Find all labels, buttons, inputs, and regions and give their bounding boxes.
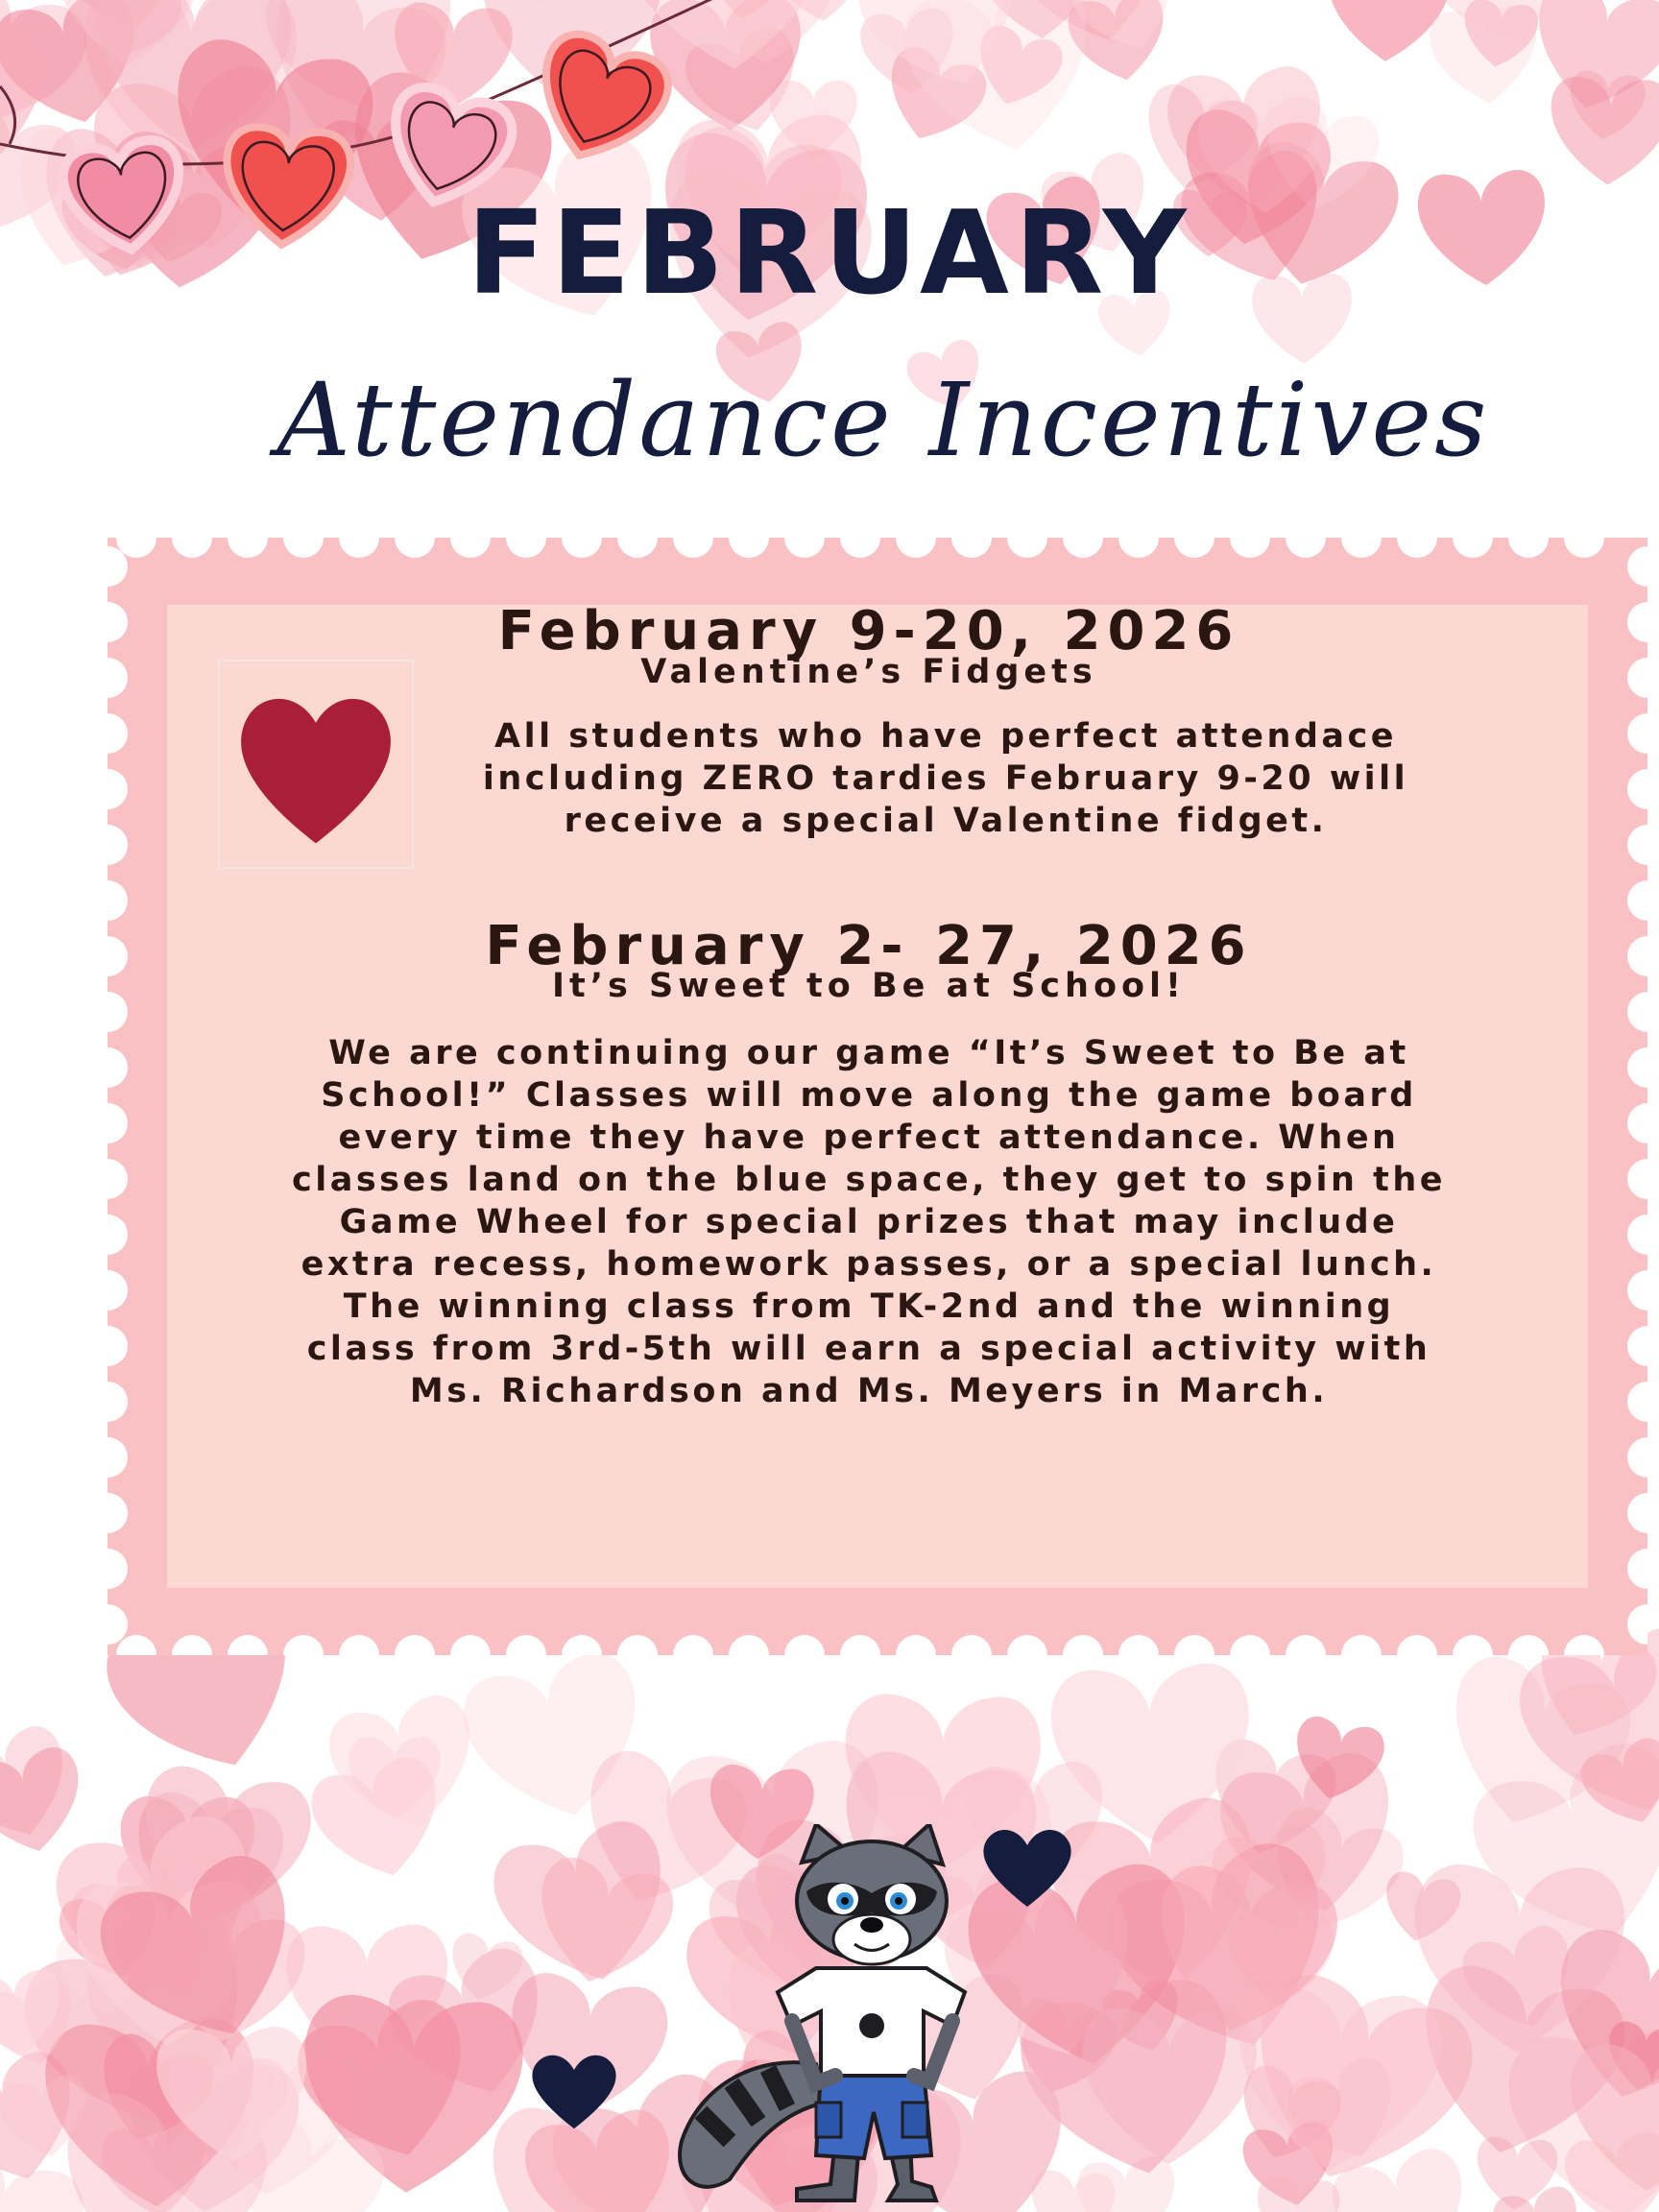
section2-body <box>182 1032 1555 1412</box>
section1-line-1: All students who have perfect attendace <box>493 717 1398 756</box>
section2-subtitle: It’s Sweet to Be at School! <box>551 967 1187 1005</box>
navy-heart-icon <box>528 2050 620 2132</box>
section2-line-4: classes land on the blue space, they get to spin the <box>291 1161 1447 1199</box>
raccoon-head <box>797 1824 947 1964</box>
section2-line-5: Game Wheel for special prizes that may include <box>339 1203 1399 1241</box>
page-subtitle: Attendance Incentives <box>276 361 1490 479</box>
section2-line-1: We are continuing our game “It’s Sweet to Be at <box>328 1034 1409 1072</box>
section2-date: February 2- 27, 2026 <box>485 915 1253 977</box>
section2-line-7: The winning class from TK-2nd and the winning <box>343 1287 1395 1326</box>
garland-heart-4 <box>521 26 677 177</box>
raccoon-mascot <box>672 1824 998 2208</box>
background-heart <box>1548 76 1659 188</box>
heart-icon-frame <box>218 660 414 869</box>
section2-line-8: class from 3rd-5th will earn a special activity with <box>306 1330 1431 1368</box>
section1-line-2: including ZERO tardies February 9-20 will <box>482 759 1409 798</box>
page-title: FEBRUARY <box>467 187 1192 321</box>
raccoon-tail <box>680 2062 826 2187</box>
section1-date: February 9-20, 2026 <box>497 600 1240 662</box>
heart-icon <box>220 661 412 867</box>
section2-line-9: Ms. Richardson and Ms. Meyers in March. <box>409 1372 1329 1410</box>
section2-line-6: extra recess, homework passes, or a special lunch. <box>301 1245 1437 1284</box>
section2-line-3: every time they have perfect attendance. When <box>338 1118 1400 1157</box>
section1-body <box>394 715 1498 842</box>
section1-line-3: receive a special Valentine fidget. <box>564 802 1328 840</box>
section2-line-2: School!” Classes will move along the game board <box>321 1076 1417 1115</box>
section1-subtitle: Valentine’s Fidgets <box>640 653 1097 691</box>
